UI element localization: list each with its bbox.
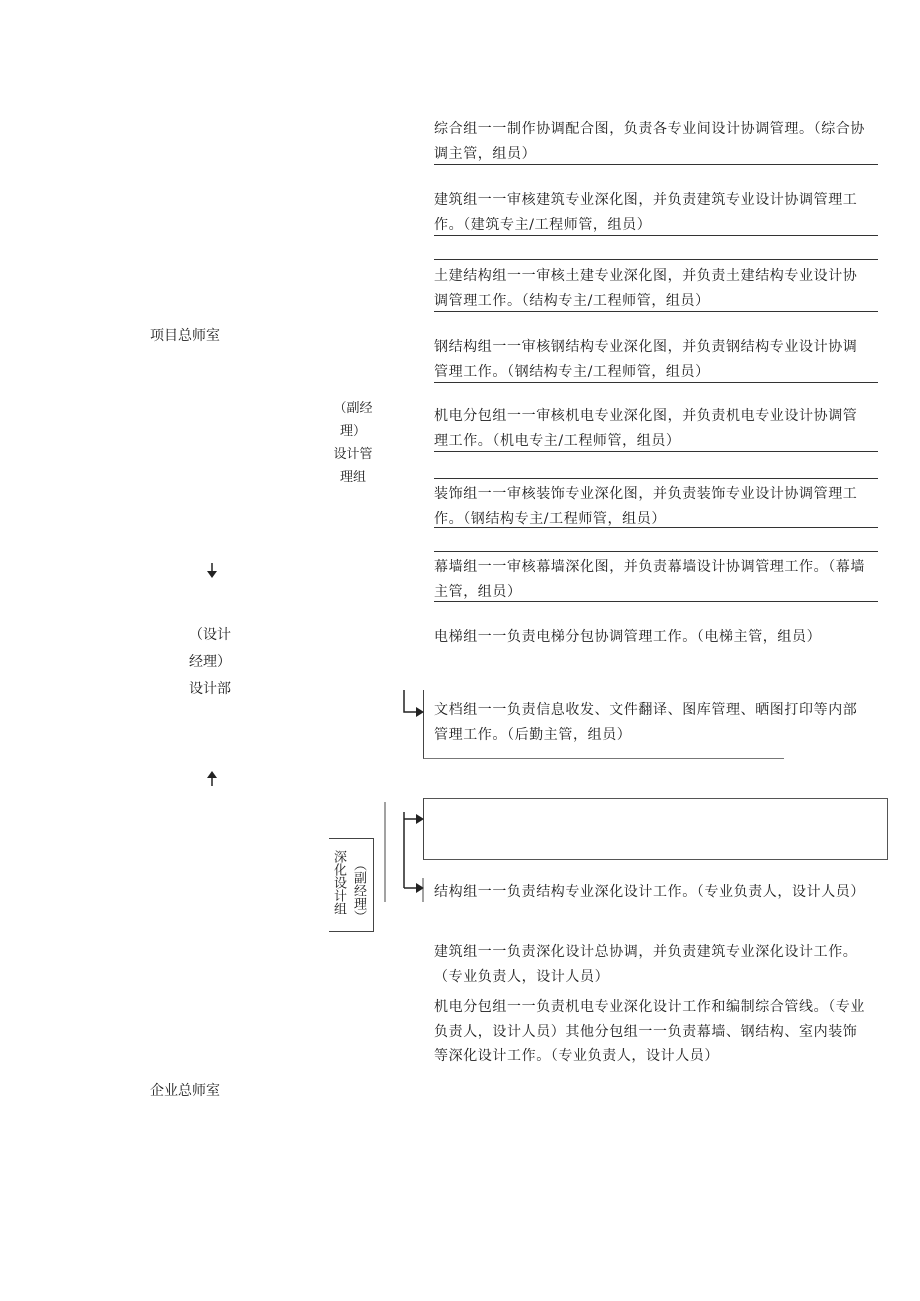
deepening-group-name: 深化设计组	[331, 850, 346, 915]
subgroup-elevator: 电梯组一一负责电梯分包协调管理工作。（电梯主管，组员）	[434, 629, 822, 645]
design-manager-role: （设计经理）	[189, 627, 231, 670]
deepening-mep-and-others: 机电分包组一一负责机电专业深化设计工作和编制综合管线。（专业负责人，设计人员）其他分包组一一负责幕墙、钢结构、室内装饰等深化设计工作。（专业负责人，设计人员）	[434, 999, 865, 1064]
subgroup-architecture: 建筑组一一审核建筑专业深化图，并负责建筑专业设计协调管理工作。（建筑专主/工程师管，组员）	[434, 192, 858, 233]
subgroup-decoration: 装饰组一一审核装饰专业深化图，并负责装饰专业设计协调管理工作。（钢结构专主/工程师管，组员）	[434, 486, 858, 527]
subgroup-mep-subcontract: 机电分包组一一审核机电专业深化图，并负责机电专业设计协调管理工作。（机电专主/工程师管，组员）	[434, 408, 858, 449]
subgroup-coordination: 综合组一一制作协调配合图，负责各专业间设计协调管理。（综合协调主管，组员）	[434, 121, 865, 162]
subgroup-civil-structure: 土建结构组一一审核土建专业深化图，并负责土建结构专业设计协调管理工作。（结构专主/工程师管，组员）	[434, 268, 858, 309]
subgroup-curtain-wall: 幕墙组一一审核幕墙深化图，并负责幕墙设计协调管理工作。（幕墙主管，组员）	[434, 559, 865, 600]
project-chief-office: 项目总师室	[150, 328, 220, 344]
deepening-structure: 结构组一一负责结构专业深化设计工作。（专业负责人，设计人员）	[434, 884, 865, 900]
deepening-group-role: （副经理）	[351, 858, 366, 923]
subgroup-steel-structure: 钢结构组一一审核钢结构专业深化图，并负责钢结构专业设计协调管理工作。（钢结构专主/工程师管，组员）	[434, 339, 858, 380]
design-department: 设计部	[189, 681, 231, 697]
deepening-architecture: 建筑组一一负责深化设计总协调，并负责建筑专业深化设计工作。（专业负责人，设计人员）	[434, 944, 858, 985]
enterprise-chief-office: 企业总师室	[150, 1083, 220, 1099]
design-mgmt-group-name: 设计管理组	[333, 447, 373, 485]
design-mgmt-group-role: （副经理）	[333, 401, 373, 439]
subgroup-documents: 文档组一一负责信息收发、文件翻译、图库管理、晒图打印等内部管理工作。（后勤主管，组员）	[434, 702, 858, 743]
